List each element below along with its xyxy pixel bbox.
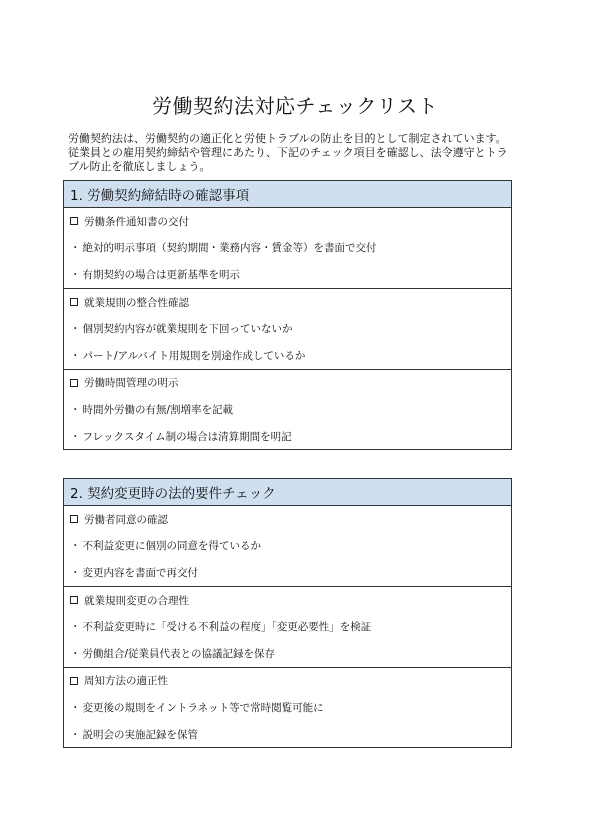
- checkbox-icon[interactable]: [70, 217, 78, 225]
- bullet-icon: ・: [70, 647, 81, 660]
- checklist-item[interactable]: [64, 370, 511, 397]
- bullet-text: 時間外労働の有無/割増率を記載: [82, 403, 234, 416]
- bullet-item: [64, 235, 511, 262]
- bullet-text: フレックスタイム制の場合は清算期間を明記: [82, 430, 292, 443]
- bullet-text: パート/アルバイト用規則を別途作成しているか: [82, 349, 306, 362]
- bullet-item: [64, 315, 511, 342]
- checklist-item[interactable]: [64, 668, 511, 695]
- bullet-text: 有期契約の場合は更新基準を明示: [82, 268, 240, 281]
- checkbox-icon[interactable]: [70, 515, 78, 523]
- intro-line: 従業員との雇用契約締結や管理にあたり、下記のチェック項目を確認し、法令遵守とトラ: [68, 146, 508, 159]
- bullet-item: [64, 721, 511, 748]
- checklist-item-label: 就業規則変更の合理性: [84, 594, 189, 607]
- bullet-item: [64, 396, 511, 423]
- checklist-item-label: 就業規則の整合性確認: [84, 296, 189, 309]
- checkbox-icon[interactable]: [70, 379, 78, 387]
- checklist-item[interactable]: [64, 587, 511, 614]
- checklist-item[interactable]: [64, 289, 511, 316]
- section-contract-change: [63, 478, 512, 748]
- bullet-item: [64, 613, 511, 640]
- bullet-icon: ・: [70, 323, 81, 336]
- bullet-item: [64, 342, 511, 369]
- bullet-icon: ・: [70, 430, 81, 443]
- bullet-icon: ・: [70, 242, 81, 255]
- checklist-group: [64, 208, 511, 289]
- checklist-group: [64, 668, 511, 748]
- bullet-icon: ・: [70, 349, 81, 362]
- checkbox-icon[interactable]: [70, 298, 78, 306]
- bullet-text: 絶対的明示事項（契約期間・業務内容・賃金等）を書面で交付: [82, 242, 377, 255]
- bullet-item: [64, 423, 511, 450]
- bullet-icon: ・: [70, 268, 81, 281]
- checklist-group: [64, 587, 511, 668]
- bullet-icon: ・: [70, 621, 81, 634]
- bullet-item: [64, 640, 511, 667]
- bullet-text: 変更後の規則をイントラネット等で常時閲覧可能に: [82, 701, 324, 714]
- bullet-text: 説明会の実施記録を保管: [82, 728, 198, 741]
- bullet-icon: ・: [70, 540, 81, 553]
- intro-paragraph: [68, 132, 518, 174]
- checklist-item-label: 労働条件通知書の交付: [84, 215, 189, 228]
- checklist-item-label: 労働者同意の確認: [84, 513, 168, 526]
- bullet-text: 個別契約内容が就業規則を下回っていないか: [82, 323, 293, 336]
- checklist-item[interactable]: [64, 506, 511, 533]
- bullet-text: 不利益変更に個別の同意を得ているか: [82, 540, 261, 553]
- checklist-item[interactable]: [64, 208, 511, 235]
- bullet-item: [64, 261, 511, 288]
- checklist-item-label: 周知方法の適正性: [84, 675, 168, 688]
- checklist-item-label: 労働時間管理の明示: [84, 377, 179, 390]
- bullet-icon: ・: [70, 728, 81, 741]
- bullet-text: 労働組合/従業員代表との協議記録を保存: [82, 647, 276, 660]
- page-title: 労働契約法対応チェックリスト: [152, 94, 438, 118]
- bullet-item: [64, 559, 511, 586]
- bullet-item: [64, 533, 511, 560]
- checklist-group: [64, 289, 511, 370]
- intro-line: ブル防止を徹底しましょう。: [68, 160, 211, 173]
- bullet-text: 不利益変更時に「受ける不利益の程度」「変更必要性」を検証: [82, 621, 372, 634]
- checklist-group: [64, 506, 511, 587]
- checkbox-icon[interactable]: [70, 677, 78, 685]
- checklist-group: [64, 370, 511, 450]
- bullet-item: [64, 694, 511, 721]
- checkbox-icon[interactable]: [70, 596, 78, 604]
- bullet-text: 変更内容を書面で再交付: [82, 566, 198, 579]
- bullet-icon: ・: [70, 403, 81, 416]
- section-header: 1. 労働契約締結時の確認事項: [64, 181, 511, 208]
- bullet-icon: ・: [70, 701, 81, 714]
- section-contract-conclusion: [63, 180, 512, 450]
- section-header: 2. 契約変更時の法的要件チェック: [64, 479, 511, 506]
- bullet-icon: ・: [70, 566, 81, 579]
- intro-line: 労働契約法は、労働契約の適正化と労使トラブルの防止を目的として制定されています。: [68, 132, 507, 145]
